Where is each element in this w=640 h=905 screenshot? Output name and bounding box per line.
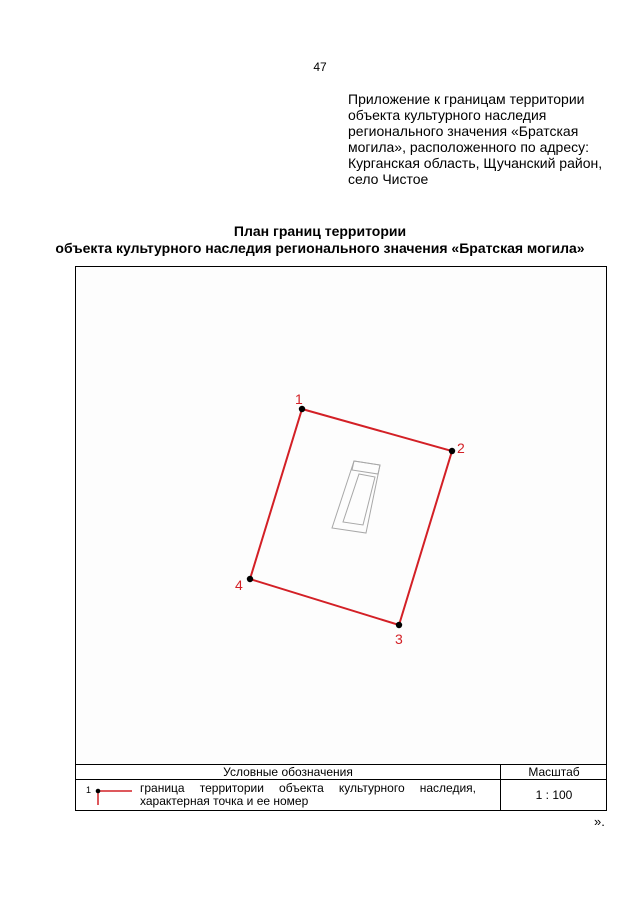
plan-title-line: объекта культурного наследия регионального значения «Братская могила» [55,240,585,256]
monument-top-cap [352,461,380,474]
legend-header: Условные обозначения [76,765,500,780]
plan-title-line: План границ территории [233,223,407,239]
point-label-1: 1 [295,391,303,407]
appendix-line: село Чистое [348,171,429,187]
legend-row [76,780,500,811]
boundary-legend-symbol [82,784,138,808]
appendix-line: объекта культурного наследия [348,107,547,123]
site-map-drawing [76,267,606,764]
monument-inner-shape [343,474,375,525]
appendix-line: Курганская область, Щучанский район, [348,155,603,171]
appendix-line: могила», расположенного по адресу: [348,139,589,155]
legend-table [76,764,606,811]
point-label-3: 3 [395,631,403,647]
point-label-4: 4 [235,577,243,593]
boundary-point-2 [449,448,455,454]
appendix-line: Приложение к границам территории [348,91,585,107]
territory-boundary [250,409,452,625]
site-map [76,267,606,764]
appendix-caption [348,91,618,187]
scale-header: Масштаб [500,765,607,780]
point-label-2: 2 [457,440,465,456]
plan-title [0,223,640,257]
scale-value: 1 : 100 [500,780,607,811]
closing-quote: ». [594,814,605,829]
legend-text-line: граница территории объекта культурного наследия, [140,781,476,795]
monument-outer-shape [332,461,380,533]
legend-point-marker [96,789,101,794]
monument-outline [332,461,380,533]
plan-frame [75,266,607,811]
legend-description [140,782,476,808]
boundary-point-3 [396,622,402,628]
boundary-point-4 [247,576,253,582]
legend-symbol-number: 1 [86,785,92,795]
appendix-line: регионального значения «Братская [348,123,579,139]
legend-text-line: характерная точка и ее номер [140,794,309,808]
page-number: 47 [313,60,327,74]
